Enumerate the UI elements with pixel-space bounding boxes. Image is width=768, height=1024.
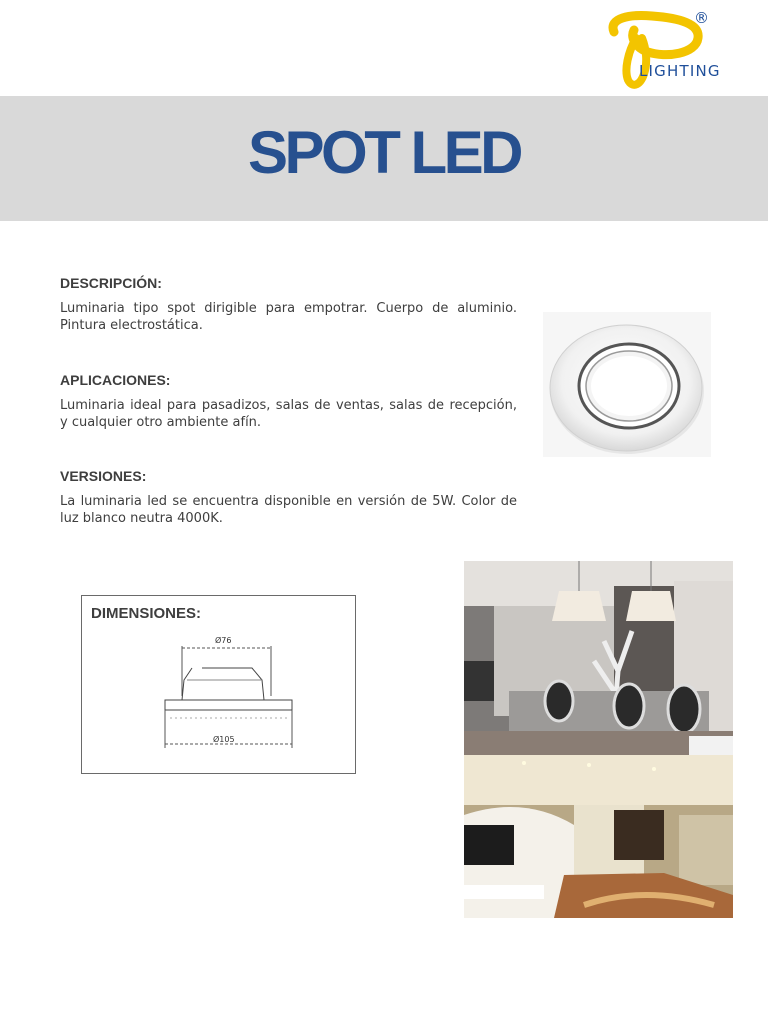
application-photo-lounge [464,755,733,918]
dimensions-heading: DIMENSIONES: [91,605,202,622]
dimension-drawing [82,596,357,775]
title-banner [0,96,768,221]
logo-text: LIGHTING [639,62,721,80]
dimensions-box [81,595,356,774]
versions-section [60,468,517,527]
versions-heading: VERSIONES: [60,468,147,484]
registered-mark: ® [694,9,709,27]
outer-diameter-label: Ø105 [213,735,235,744]
applications-text: Luminaria ideal para pasadizos, salas de ventas, salas de recepción, y cualquier otro ambiente afín. [60,398,517,430]
description-section [60,275,517,334]
applications-heading: APLICACIONES: [60,372,171,388]
description-heading: DESCRIPCIÓN: [60,275,162,291]
description-text: Luminaria tipo spot dirigible para empotrar. Cuerpo de aluminio. Pintura electrostática. [60,301,517,333]
brand-logo [600,8,760,90]
versions-text: La luminaria led se encuentra disponible en versión de 5W. Color de luz blanco neutra 4000K. [60,494,517,526]
application-photo-dining [464,561,733,755]
inner-diameter-label: Ø76 [215,636,232,645]
page-title: SPOT LED [247,119,521,186]
applications-section [60,372,517,431]
product-image [543,312,711,457]
